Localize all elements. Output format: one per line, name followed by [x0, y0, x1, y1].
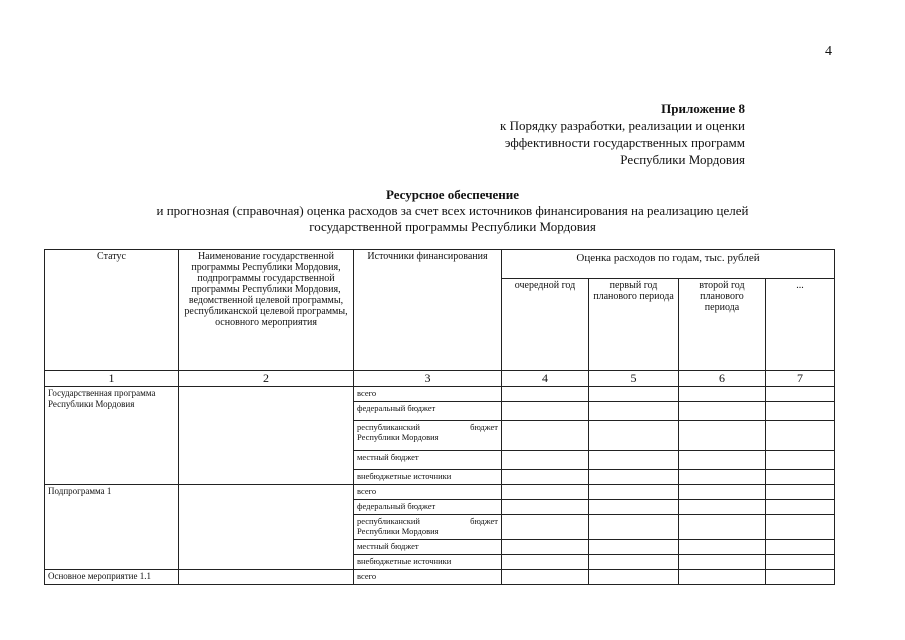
- source-cell: всего: [354, 387, 502, 402]
- value-cell: [766, 500, 835, 515]
- value-cell: [589, 540, 679, 555]
- value-cell: [679, 470, 766, 485]
- value-cell: [679, 570, 766, 585]
- table-row: [45, 485, 835, 500]
- value-cell: [589, 402, 679, 421]
- column-number: 5: [589, 371, 679, 387]
- value-cell: [589, 500, 679, 515]
- name-cell: [179, 387, 354, 485]
- value-cell: [766, 485, 835, 500]
- status-cell: Основное мероприятие 1.1: [45, 570, 179, 585]
- value-cell: [502, 451, 589, 470]
- value-cell: [766, 570, 835, 585]
- appendix-heading: Приложение 8: [661, 101, 745, 116]
- value-cell: [679, 451, 766, 470]
- header-estimate: Оценка расходов по годам, тыс. рублей: [502, 250, 835, 279]
- appendix-block: [325, 100, 745, 168]
- value-cell: [589, 387, 679, 402]
- header-year-2: первый год планового периода: [589, 279, 679, 371]
- source-republic-word-1: республиканский: [357, 422, 420, 432]
- appendix-line-3: Республики Мордовия: [620, 152, 745, 167]
- value-cell: [766, 402, 835, 421]
- value-cell: [766, 421, 835, 451]
- header-name: Наименование государственной программы Республики Мордовия, подпрограммы государственной программы Республики Мордовия, ведомственной целевой программы, республиканской целевой программы, основного мероприятия: [179, 250, 354, 371]
- source-cell: [354, 515, 502, 540]
- value-cell: [679, 555, 766, 570]
- column-number: 1: [45, 371, 179, 387]
- status-cell: Государственная программа Республики Мордовия: [45, 387, 179, 485]
- source-cell: внебюджетные источники: [354, 470, 502, 485]
- value-cell: [766, 540, 835, 555]
- source-cell: всего: [354, 570, 502, 585]
- column-numbers-row: [45, 371, 835, 387]
- header-year-4: ...: [766, 279, 835, 371]
- source-cell: федеральный бюджет: [354, 402, 502, 421]
- value-cell: [589, 515, 679, 540]
- value-cell: [766, 451, 835, 470]
- table-row: [45, 570, 835, 585]
- value-cell: [679, 485, 766, 500]
- value-cell: [589, 470, 679, 485]
- document-title: [0, 187, 905, 235]
- header-year-3: второй год планового периода: [679, 279, 766, 371]
- title-line-3: государственной программы Республики Мордовия: [309, 219, 596, 234]
- source-republic-word-2: бюджет: [470, 516, 498, 526]
- value-cell: [679, 500, 766, 515]
- column-number: 2: [179, 371, 354, 387]
- value-cell: [502, 470, 589, 485]
- source-republic-word-1: республиканский: [357, 516, 420, 526]
- column-number: 4: [502, 371, 589, 387]
- value-cell: [502, 387, 589, 402]
- value-cell: [589, 451, 679, 470]
- value-cell: [679, 402, 766, 421]
- page-number: 4: [825, 44, 832, 59]
- appendix-line-2: эффективности государственных программ: [504, 135, 745, 150]
- column-number: 6: [679, 371, 766, 387]
- table-row: [45, 387, 835, 402]
- value-cell: [766, 470, 835, 485]
- column-number: 3: [354, 371, 502, 387]
- value-cell: [502, 421, 589, 451]
- header-sources: Источники финансирования: [354, 250, 502, 371]
- value-cell: [589, 485, 679, 500]
- value-cell: [766, 555, 835, 570]
- title-bold: Ресурсное обеспечение: [385, 187, 520, 202]
- value-cell: [679, 540, 766, 555]
- value-cell: [589, 421, 679, 451]
- status-cell: Подпрограмма 1: [45, 485, 179, 570]
- value-cell: [502, 515, 589, 540]
- header-year-1: очередной год: [502, 279, 589, 371]
- source-cell: внебюджетные источники: [354, 555, 502, 570]
- resource-table: [44, 249, 835, 585]
- value-cell: [502, 500, 589, 515]
- value-cell: [502, 555, 589, 570]
- source-cell: [354, 421, 502, 451]
- value-cell: [502, 402, 589, 421]
- source-cell: местный бюджет: [354, 540, 502, 555]
- title-line-2: и прогнозная (справочная) оценка расходов за счет всех источников финансирования на реализацию целей: [156, 203, 749, 218]
- value-cell: [679, 421, 766, 451]
- value-cell: [589, 570, 679, 585]
- source-republic-line-2: Республики Мордовия: [357, 526, 439, 536]
- source-cell: местный бюджет: [354, 451, 502, 470]
- value-cell: [679, 387, 766, 402]
- source-cell: федеральный бюджет: [354, 500, 502, 515]
- value-cell: [679, 515, 766, 540]
- header-status: Статус: [45, 250, 179, 371]
- value-cell: [766, 515, 835, 540]
- value-cell: [502, 570, 589, 585]
- column-number: 7: [766, 371, 835, 387]
- source-republic-line-2: Республики Мордовия: [357, 432, 439, 442]
- appendix-line-1: к Порядку разработки, реализации и оценки: [500, 118, 745, 133]
- value-cell: [589, 555, 679, 570]
- name-cell: [179, 570, 354, 585]
- source-republic-word-2: бюджет: [470, 422, 498, 432]
- value-cell: [766, 387, 835, 402]
- source-cell: всего: [354, 485, 502, 500]
- value-cell: [502, 540, 589, 555]
- name-cell: [179, 485, 354, 570]
- value-cell: [502, 485, 589, 500]
